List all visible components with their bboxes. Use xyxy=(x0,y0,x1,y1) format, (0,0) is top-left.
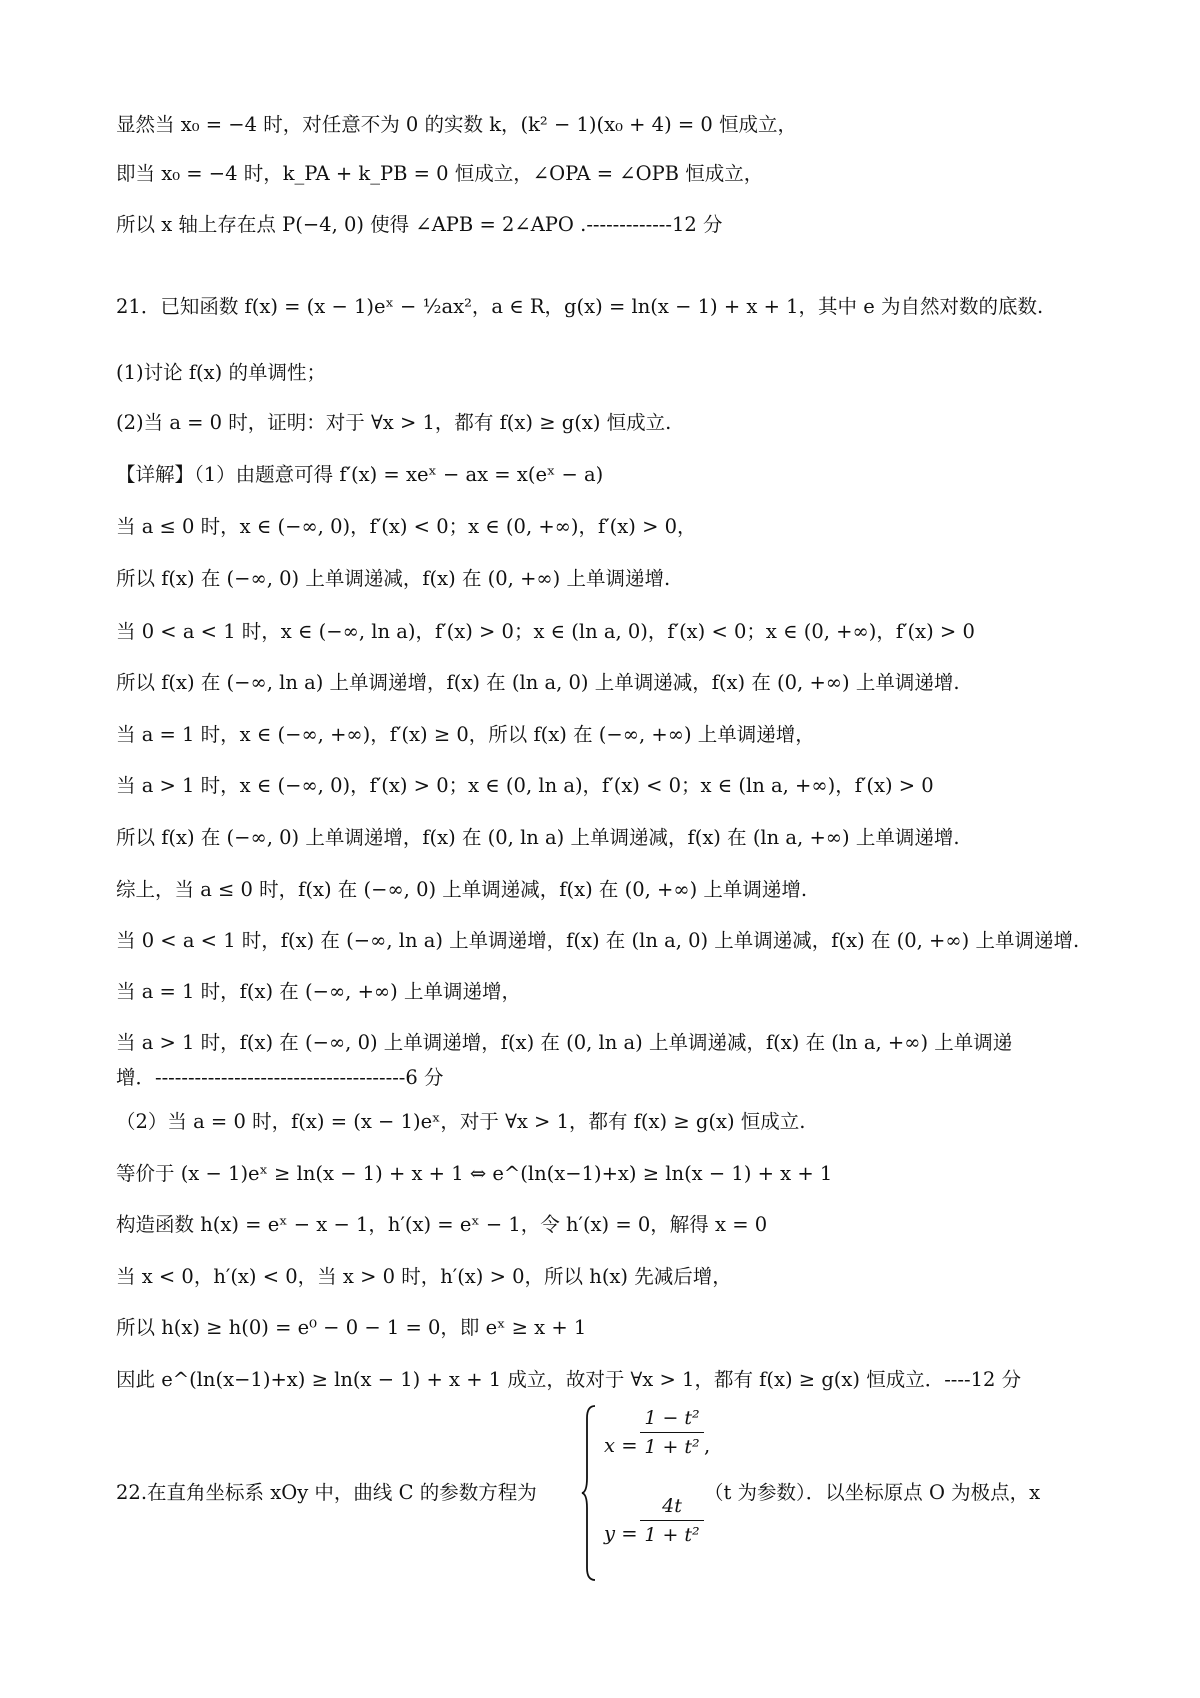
solution-line-2: 所以 f(x) 在 (−∞, 0) 上单调递减，f(x) 在 (0, +∞) 上单调递增. xyxy=(116,567,671,590)
x-equation-fraction xyxy=(640,1405,704,1460)
y-equation-fraction xyxy=(640,1493,704,1548)
solution-line-5: 当 a = 1 时，x ∈ (−∞, +∞)，f′(x) ≥ 0，所以 f(x) 在 (−∞, +∞) 上单调递增， xyxy=(116,723,815,746)
solution-line-7: 所以 f(x) 在 (−∞, 0) 上单调递增，f(x) 在 (0, ln a) 上单调递减，f(x) 在 (ln a, +∞) 上单调递增. xyxy=(116,826,960,849)
x-equation-lhs: x = xyxy=(604,1434,638,1457)
solution-heading: 【详解】（1）由题意可得 f′(x) = xeˣ − ax = x(eˣ − a) xyxy=(116,463,604,486)
summary-line-1: 综上，当 a ≤ 0 时，f(x) 在 (−∞, 0) 上单调递减，f(x) 在 (0, +∞) 上单调递增. xyxy=(116,878,808,901)
solution-line-3: 当 0 < a < 1 时，x ∈ (−∞, ln a)，f′(x) > 0；x ∈ (ln a, 0)，f′(x) < 0；x ∈ (0, +∞)，f′(x) > 0 xyxy=(116,620,975,643)
x-equation-numerator: 1 − t² xyxy=(644,1407,700,1429)
y-equation-numerator: 4t xyxy=(662,1495,682,1517)
summary-line-3: 当 a = 1 时，f(x) 在 (−∞, +∞) 上单调递增， xyxy=(116,980,521,1003)
question-21-stem: 21．已知函数 f(x) = (x − 1)eˣ − ½ax²，a ∈ R，g(x) = ln(x − 1) + x + 1，其中 e 为自然对数的底数. xyxy=(116,295,1044,318)
y-equation-lhs: y = xyxy=(604,1522,638,1545)
fraction-bar xyxy=(640,1520,704,1521)
summary-line-2: 当 0 < a < 1 时，f(x) 在 (−∞, ln a) 上单调递增，f(x) 在 (ln a, 0) 上单调递减，f(x) 在 (0, +∞) 上单调递增. xyxy=(116,929,1080,952)
solution-line-4: 所以 f(x) 在 (−∞, ln a) 上单调递增，f(x) 在 (ln a, 0) 上单调递减，f(x) 在 (0, +∞) 上单调递增. xyxy=(116,671,960,694)
question-21-part-2: (2)当 a = 0 时，证明：对于 ∀x > 1，都有 f(x) ≥ g(x) 恒成立. xyxy=(116,411,672,434)
left-brace-icon xyxy=(580,1404,598,1582)
question-22-lead: 22.在直角坐标系 xOy 中，曲线 C 的参数方程为 xyxy=(116,1481,537,1504)
question-21-part-1: (1)讨论 f(x) 的单调性； xyxy=(116,361,326,384)
part-2-line-4: 当 x < 0，h′(x) < 0，当 x > 0 时，h′(x) > 0，所以 h(x) 先减后增， xyxy=(116,1265,732,1288)
text-line-3: 所以 x 轴上存在点 P(−4, 0) 使得 ∠APB = 2∠APO .-------------12 分 xyxy=(116,213,723,236)
summary-line-5: 增．--------------------------------------6 分 xyxy=(116,1066,444,1089)
part-2-line-5: 所以 h(x) ≥ h(0) = e⁰ − 0 − 1 = 0，即 eˣ ≥ x + 1 xyxy=(116,1316,587,1339)
x-equation-denominator: 1 + t² xyxy=(644,1436,700,1458)
text-line-1: 显然当 x₀ = −4 时，对任意不为 0 的实数 k，(k² − 1)(x₀ + 4) = 0 恒成立， xyxy=(116,113,798,136)
part-2-line-2: 等价于 (x − 1)eˣ ≥ ln(x − 1) + x + 1 ⇔ e^(ln(x−1)+x) ≥ ln(x − 1) + x + 1 xyxy=(116,1162,833,1185)
text-line-2: 即当 x₀ = −4 时，k_PA + k_PB = 0 恒成立，∠OPA = ∠OPB 恒成立， xyxy=(116,162,764,185)
x-equation-comma: , xyxy=(704,1434,711,1457)
part-2-line-1: （2）当 a = 0 时，f(x) = (x − 1)eˣ，对于 ∀x > 1，都有 f(x) ≥ g(x) 恒成立. xyxy=(116,1110,806,1133)
question-22-tail: （t 为参数）．以坐标原点 O 为极点，x xyxy=(704,1481,1041,1504)
solution-line-1: 当 a ≤ 0 时，x ∈ (−∞, 0)，f′(x) < 0；x ∈ (0, +∞)，f′(x) > 0， xyxy=(116,515,697,538)
fraction-bar xyxy=(640,1432,704,1433)
solution-line-6: 当 a > 1 时，x ∈ (−∞, 0)，f′(x) > 0；x ∈ (0, ln a)，f′(x) < 0；x ∈ (ln a, +∞)，f′(x) > 0 xyxy=(116,774,934,797)
summary-line-4: 当 a > 1 时，f(x) 在 (−∞, 0) 上单调递增，f(x) 在 (0, ln a) 上单调递减，f(x) 在 (ln a, +∞) 上单调递 xyxy=(116,1031,1013,1054)
part-2-line-3: 构造函数 h(x) = eˣ − x − 1，h′(x) = eˣ − 1，令 h′(x) = 0，解得 x = 0 xyxy=(116,1213,768,1236)
part-2-line-6: 因此 e^(ln(x−1)+x) ≥ ln(x − 1) + x + 1 成立，故对于 ∀x > 1，都有 f(x) ≥ g(x) 恒成立．----12 分 xyxy=(116,1368,1022,1391)
y-equation-denominator: 1 + t² xyxy=(644,1524,700,1546)
